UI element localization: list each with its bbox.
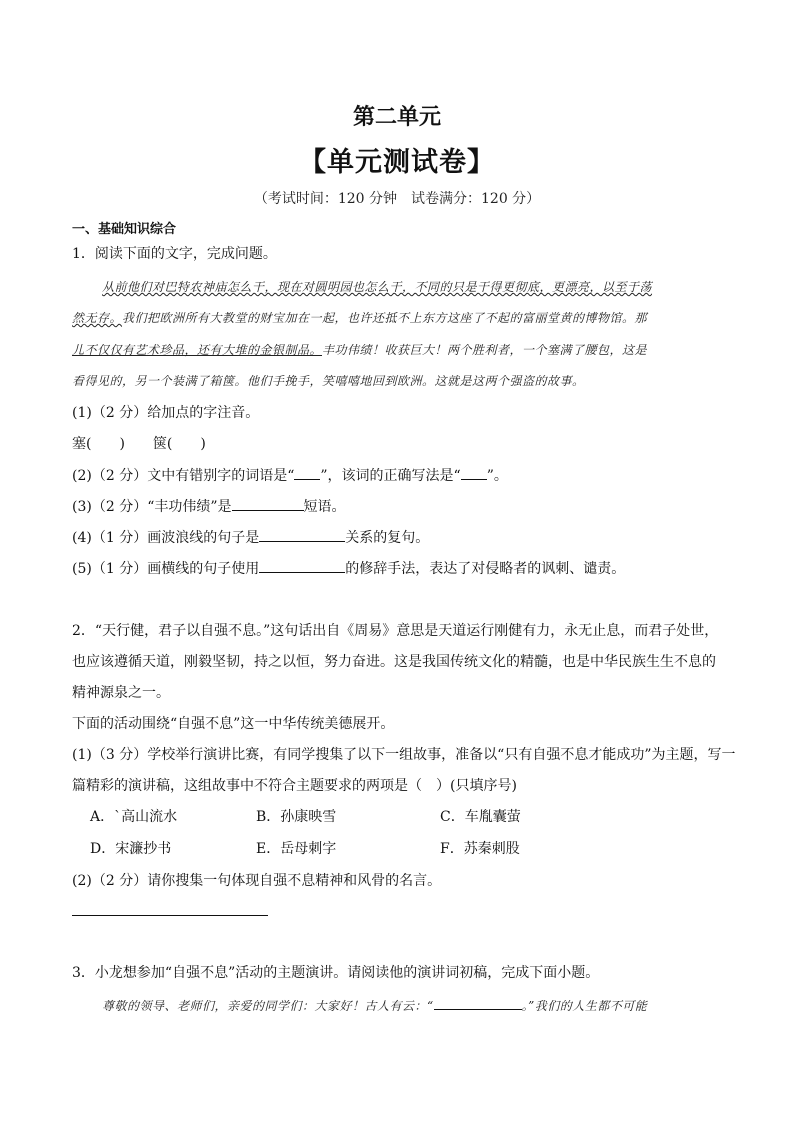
question-text: (2)（2 分）文中有错别字的词语是“ bbox=[72, 468, 295, 484]
speech-text: 尊敬的领导、老师们，亲爱的同学们：大家好！古人有云：“ bbox=[102, 999, 434, 1013]
answer-blank[interactable] bbox=[461, 465, 487, 480]
underlined-sentence: 儿不仅仅有艺术珍品，还有大堆的金银制品。 bbox=[72, 343, 323, 357]
q2-line-3: 精神源泉之一。 bbox=[72, 685, 170, 701]
question-text: 关系的复句。 bbox=[345, 530, 430, 546]
q3-intro: 3．小龙想参加“自强不息”活动的主题演讲。请阅读他的演讲词初稿，完成下面小题。 bbox=[72, 965, 600, 981]
answer-line[interactable] bbox=[72, 915, 268, 916]
option-a[interactable]: A．`高山流水 bbox=[90, 809, 178, 825]
option-d[interactable]: D．宋濂抄书 bbox=[90, 841, 172, 857]
q2-line-2: 也应该遵循天道，刚毅坚韧，持之以恒，努力奋进。这是我国传统文化的精髓，也是中华民族生生不息的 bbox=[72, 654, 716, 670]
option-c[interactable]: C．车胤囊萤 bbox=[440, 809, 521, 825]
unit-title: 第二单元 bbox=[352, 105, 441, 130]
q1-sub-1: (1)（2 分）给加点的字注音。 bbox=[72, 405, 260, 421]
section-heading: 一、基础知识综合 bbox=[72, 222, 177, 237]
speech-text: 。”我们的人生都不可能 bbox=[521, 999, 648, 1013]
question-text: ”，该词的正确写法是“ bbox=[320, 468, 461, 484]
q2-line-4: 下面的活动围绕“自强不息”这一中华传统美德展开。 bbox=[72, 716, 395, 732]
q1-intro: 1．阅读下面的文字，完成问题。 bbox=[72, 246, 277, 262]
q1-passage-line-1 bbox=[102, 277, 652, 297]
question-text: (5)（1 分）画横线的句子使用 bbox=[72, 561, 260, 577]
q1-sub-3 bbox=[72, 496, 346, 517]
question-text: ”。 bbox=[486, 468, 508, 484]
question-text: (4)（1 分）画波浪线的句子是 bbox=[72, 530, 260, 546]
answer-blank[interactable] bbox=[259, 527, 345, 542]
q1-sub-1-items: 塞( ) 箧( ) bbox=[72, 436, 206, 452]
passage-text: 我们把欧洲所有大教堂的财宝加在一起，也许还抵不上东方这座了不起的富丽堂黄的博物馆。那 bbox=[122, 311, 648, 325]
q1-passage-line-3 bbox=[72, 340, 647, 360]
option-f[interactable]: F．苏秦刺股 bbox=[440, 841, 520, 857]
q1-sub-2 bbox=[72, 465, 508, 486]
q1-sub-4 bbox=[72, 527, 429, 548]
wavy-sentence-end: 然无存。 bbox=[72, 311, 123, 325]
q2-sub-1-line-1: (1)（3 分）学校举行演讲比赛，有同学搜集了以下一组故事，准备以“只有自强不息才能成功”为主题，写一 bbox=[72, 747, 736, 763]
passage-text: 丰功伟绩！收获巨大！两个胜利者，一个塞满了腰包，这是 bbox=[322, 343, 648, 357]
q2-sub-2: (2)（2 分）请你搜集一句体现自强不息精神和风骨的名言。 bbox=[72, 873, 442, 889]
question-text: (3)（2 分）“丰功伟绩”是 bbox=[72, 499, 232, 515]
question-text: 的修辞手法，表达了对侵略者的讽刺、谴责。 bbox=[345, 561, 626, 577]
answer-blank[interactable] bbox=[259, 558, 345, 573]
answer-blank[interactable] bbox=[232, 496, 304, 511]
exam-info: （考试时间：120 分钟 试卷满分：120 分） bbox=[253, 191, 541, 207]
q1-sub-5 bbox=[72, 558, 625, 579]
test-title: 【单元测试卷】 bbox=[299, 147, 495, 178]
q3-speech-line-1 bbox=[102, 995, 647, 1016]
question-text: 短语。 bbox=[303, 499, 346, 515]
q2-sub-1-line-2: 篇精彩的演讲稿，这组故事中不符合主题要求的两项是（ ）(只填序号) bbox=[72, 778, 517, 794]
option-e[interactable]: E．岳母刺字 bbox=[256, 841, 337, 857]
wavy-sentence: 从前他们对巴特农神庙怎么干，现在对圆明园也怎么干，不同的只是干得更彻底，更漂亮，以至于荡 bbox=[102, 280, 653, 294]
option-b[interactable]: B．孙康映雪 bbox=[256, 809, 337, 825]
q1-passage-line-4: 看得见的，另一个装满了箱箧。他们手挽手，笑嘻嘻地回到欧洲。这就是这两个强盗的故事。 bbox=[72, 374, 585, 388]
answer-blank[interactable] bbox=[434, 995, 522, 1010]
q2-line-1: 2．“天行健，君子以自强不息。”这句话出自《周易》意思是天道运行刚健有力，永无止息，而君子处世， bbox=[72, 623, 719, 639]
q1-passage-line-2 bbox=[72, 308, 647, 328]
answer-blank[interactable] bbox=[294, 465, 320, 480]
